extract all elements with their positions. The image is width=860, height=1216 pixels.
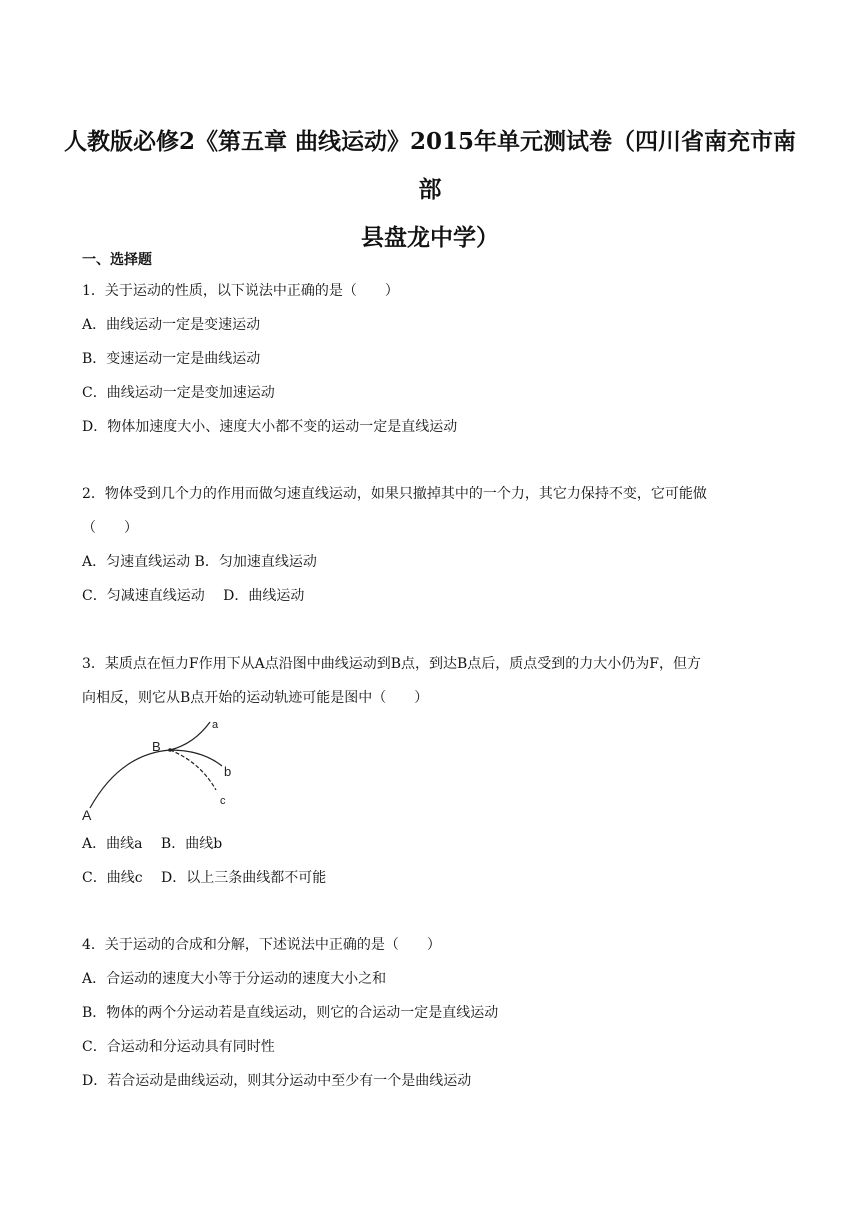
trajectory-figure	[82, 716, 242, 824]
label-curve-b: b	[224, 764, 232, 779]
question-3-option-ab: A．曲线a B．曲线b	[82, 836, 223, 852]
question-4-option-a: A．合运动的速度大小等于分运动的速度大小之和	[82, 971, 387, 987]
question-3-option-cd: C．曲线c D．以上三条曲线都不可能	[82, 870, 327, 886]
label-curve-c: c	[220, 795, 226, 807]
title-line-1: 人教版必修2《第五章 曲线运动》2015年单元测试卷（四川省南充市南部	[63, 128, 797, 203]
curve-a-to-b	[90, 750, 170, 808]
curve-b-branch	[170, 750, 222, 766]
question-2-stem-line-1: 2．物体受到几个力的作用而做匀速直线运动，如果只撤掉其中的一个力，其它力保持不变，它可能做	[82, 486, 707, 502]
point-b-dot	[168, 748, 172, 752]
question-2-option-ab: A．匀速直线运动 B．匀加速直线运动	[82, 554, 317, 570]
document-title	[60, 118, 800, 262]
question-4-option-b: B．物体的两个分运动若是直线运动，则它的合运动一定是直线运动	[82, 1005, 499, 1021]
curve-c-branch	[170, 750, 216, 790]
question-4-option-c: C．合运动和分运动具有同时性	[82, 1039, 275, 1055]
question-2-stem-line-2: （ ）	[82, 520, 138, 536]
question-1-option-d: D．物体加速度大小、速度大小都不变的运动一定是直线运动	[82, 419, 458, 435]
question-1-option-a: A．曲线运动一定是变速运动	[82, 317, 261, 333]
question-2-option-cd: C．匀减速直线运动 D．曲线运动	[82, 588, 305, 604]
title-line-2: 县盘龙中学）	[361, 224, 499, 251]
question-4-stem: 4．关于运动的合成和分解，下述说法中正确的是（ ）	[82, 937, 441, 953]
curve-a-branch	[170, 722, 210, 750]
question-1-stem: 1．关于运动的性质，以下说法中正确的是（ ）	[82, 283, 399, 299]
question-3-stem-line-2: 向相反，则它从B点开始的运动轨迹可能是图中（ ）	[82, 690, 429, 706]
question-1-option-b: B．变速运动一定是曲线运动	[82, 351, 261, 367]
section-heading: 一、选择题	[82, 252, 152, 268]
question-4-option-d: D．若合运动是曲线运动，则其分运动中至少有一个是曲线运动	[82, 1073, 472, 1089]
question-3-stem-line-1: 3．某质点在恒力F作用下从A点沿图中曲线运动到B点，到达B点后，质点受到的力大小仍为F，但方	[82, 656, 702, 672]
label-curve-a: a	[212, 719, 219, 731]
question-1-option-c: C．曲线运动一定是变加速运动	[82, 385, 275, 401]
label-point-b: B	[152, 739, 161, 754]
label-point-a: A	[82, 807, 92, 823]
